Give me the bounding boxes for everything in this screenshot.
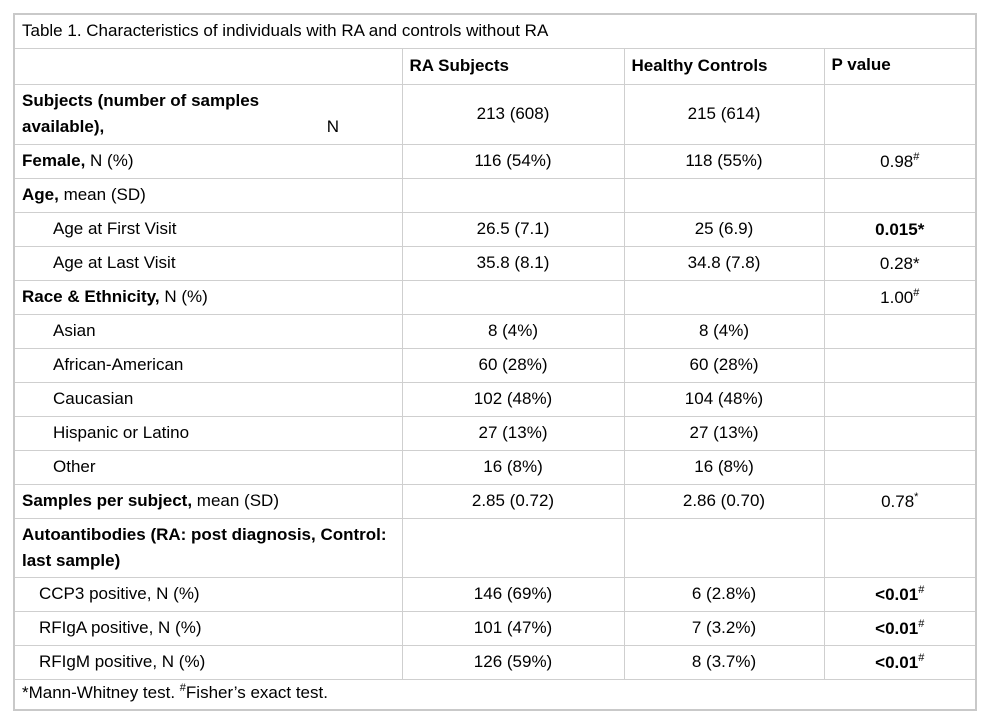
row-label-female: [14, 144, 402, 178]
healthy-controls-value: [624, 178, 824, 212]
row-label-race-ethnicity: [14, 280, 402, 314]
row-label-samples-per-subject: [14, 484, 402, 518]
row-label-rest: CCP3 positive, N (%): [39, 584, 200, 603]
p-value-cell: [824, 314, 976, 348]
healthy-controls-value: 215 (614): [624, 84, 824, 144]
row-label-rfigm-positive: [14, 645, 402, 679]
ra-subjects-value: 35.8 (8.1): [402, 246, 624, 280]
healthy-controls-value: 16 (8%): [624, 450, 824, 484]
healthy-controls-value: [624, 518, 824, 577]
row-label-age: [14, 178, 402, 212]
table-row: [14, 84, 976, 144]
ra-subjects-value: 8 (4%): [402, 314, 624, 348]
column-header-p-value: P value: [824, 48, 976, 84]
p-value-cell: 0.28*: [824, 246, 976, 280]
row-label-rest: N (%): [85, 151, 134, 170]
row-label-rfiga-positive: [14, 611, 402, 645]
table-row: [14, 212, 976, 246]
table-row: [14, 348, 976, 382]
p-value-cell: 0.78*: [824, 484, 976, 518]
ra-subjects-value: [402, 178, 624, 212]
ra-subjects-value: [402, 280, 624, 314]
p-value-superscript: *: [914, 490, 919, 503]
row-label-other: [14, 450, 402, 484]
table-row: [14, 246, 976, 280]
row-label-caucasian: [14, 382, 402, 416]
p-value-superscript: #: [918, 583, 925, 596]
p-value-superscript: #: [913, 150, 920, 163]
p-value-cell: [824, 348, 976, 382]
ra-subjects-value: 126 (59%): [402, 645, 624, 679]
table-row: [14, 416, 976, 450]
healthy-controls-value: 60 (28%): [624, 348, 824, 382]
p-value-superscript: #: [918, 617, 925, 630]
row-label-bold: Age,: [22, 185, 59, 204]
row-label-hispanic-or-latino: [14, 416, 402, 450]
row-label-african-american: [14, 348, 402, 382]
ra-subjects-value: 60 (28%): [402, 348, 624, 382]
table-row: [14, 382, 976, 416]
ra-subjects-value: 27 (13%): [402, 416, 624, 450]
row-label-rest: N (%): [159, 287, 208, 306]
table-row: [14, 645, 976, 679]
p-value-cell: [824, 518, 976, 577]
footnote-fisher: Fisher’s exact test.: [185, 683, 328, 703]
column-header-ra-subjects: RA Subjects: [402, 48, 624, 84]
row-label-age-first-visit: [14, 212, 402, 246]
table-row: [14, 577, 976, 611]
healthy-controls-value: 27 (13%): [624, 416, 824, 450]
p-value-cell: [824, 416, 976, 450]
p-value-cell: <0.01#: [824, 577, 976, 611]
row-label-rest: Age at First Visit: [53, 219, 177, 238]
healthy-controls-value: 34.8 (7.8): [624, 246, 824, 280]
healthy-controls-value: 118 (55%): [624, 144, 824, 178]
p-value-cell: [824, 84, 976, 144]
row-label-rest: RFIgA positive, N (%): [39, 618, 202, 637]
healthy-controls-value: 25 (6.9): [624, 212, 824, 246]
row-label-rest: Caucasian: [53, 389, 134, 408]
row-label-rest: mean (SD): [192, 491, 279, 510]
ra-subjects-value: 213 (608): [402, 84, 624, 144]
row-label-subjects: [14, 84, 402, 144]
row-label-asian: [14, 314, 402, 348]
ra-subjects-value: 101 (47%): [402, 611, 624, 645]
table-title: Table 1. Characteristics of individuals with RA and controls without RA: [14, 14, 976, 48]
p-value-cell: <0.01#: [824, 611, 976, 645]
row-label-ccp3-positive: [14, 577, 402, 611]
healthy-controls-value: 7 (3.2%): [624, 611, 824, 645]
ra-subjects-value: 116 (54%): [402, 144, 624, 178]
ra-subjects-value: 16 (8%): [402, 450, 624, 484]
row-label-rest: African-American: [53, 355, 184, 374]
row-label-age-last-visit: [14, 246, 402, 280]
table-row: [14, 178, 976, 212]
table-row: [14, 144, 976, 178]
row-label-bold: Autoantibodies (RA: post diagnosis, Control: last sample): [22, 524, 387, 570]
ra-subjects-value: 26.5 (7.1): [402, 212, 624, 246]
table-row: [14, 518, 976, 577]
row-label-rest: N: [322, 117, 339, 136]
ra-subjects-value: 2.85 (0.72): [402, 484, 624, 518]
row-label-bold: Female,: [22, 151, 86, 170]
row-label-rest: mean (SD): [58, 185, 146, 204]
table-row: [14, 450, 976, 484]
p-value-cell: [824, 382, 976, 416]
healthy-controls-value: 6 (2.8%): [624, 577, 824, 611]
p-value-cell: 0.98#: [824, 144, 976, 178]
healthy-controls-value: 8 (3.7%): [624, 645, 824, 679]
p-value-superscript: #: [913, 286, 920, 299]
ra-subjects-value: 146 (69%): [402, 577, 624, 611]
ra-subjects-value: 102 (48%): [402, 382, 624, 416]
row-label-bold: Race & Ethnicity,: [22, 287, 160, 306]
table-row: [14, 314, 976, 348]
healthy-controls-value: [624, 280, 824, 314]
p-value-superscript: #: [918, 651, 925, 664]
table-row: [14, 484, 976, 518]
ra-subjects-value: [402, 518, 624, 577]
row-label-autoantibodies: [14, 518, 402, 577]
p-value-cell: 0.015*: [824, 212, 976, 246]
table-footnote: [14, 679, 976, 710]
characteristics-table: [13, 13, 977, 711]
healthy-controls-value: 104 (48%): [624, 382, 824, 416]
row-label-rest: Age at Last Visit: [53, 253, 176, 272]
footnote-superscript: #: [179, 682, 186, 695]
row-label-rest: RFIgM positive, N (%): [39, 652, 206, 671]
p-value-cell: [824, 450, 976, 484]
p-value-cell: [824, 178, 976, 212]
row-label-bold: Subjects (number of samples available),: [22, 91, 260, 136]
p-value-cell: 1.00#: [824, 280, 976, 314]
column-header-empty: [14, 48, 402, 84]
healthy-controls-value: 2.86 (0.70): [624, 484, 824, 518]
footnote-mann-whitney: *Mann-Whitney test.: [22, 683, 180, 703]
table-row: [14, 611, 976, 645]
row-label-rest: Hispanic or Latino: [53, 423, 190, 442]
p-value-cell: <0.01#: [824, 645, 976, 679]
row-label-rest: Other: [53, 457, 96, 476]
healthy-controls-value: 8 (4%): [624, 314, 824, 348]
column-header-healthy-controls: Healthy Controls: [624, 48, 824, 84]
table-row: [14, 280, 976, 314]
row-label-bold: Samples per subject,: [22, 491, 193, 510]
row-label-rest: Asian: [53, 321, 96, 340]
